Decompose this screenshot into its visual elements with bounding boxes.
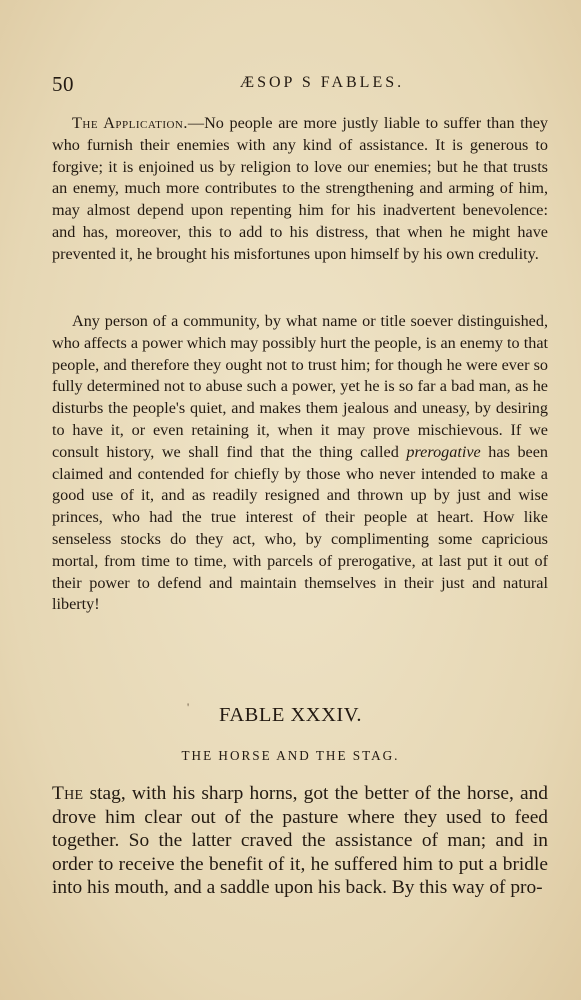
commentary-text-after: has been claimed and contended for chiefly by those who never intended to make a good use of it, and as readily resigned and thrown up by just and wise princes, who had the true interest of their people at heart. How like senseless stocks do they act, who, by complimenting some capricious mortal, from time to time, with parcels of prerogative, at last put it out of their power to defend and maintain themselves in their just and natural liberty! [52, 442, 549, 614]
fable-text: stag, with his sharp horns, got the better of the horse, and drove him clear out of the pasture where they used to feed together. So the latter craved the assistance of man; and in order to receive the benefit of it, he suffered him to put a bridle into his mouth, and a saddle upon his back. By this way of pro- [52, 783, 548, 898]
page-number: 50 [52, 72, 74, 96]
page-header [52, 72, 548, 98]
application-text: —No people are more justly liable to suffer than they who furnish their enemies with any kind of assistance. It is generous to forgive; it is enjoined us by religion to love our enemies; but he that trusts an enemy, much more contributes to the strengthening and arming of him, may almost depend upon repenting him for his inadvertent benevolence: and has, moreover, this to add to his distress, that when he might have prevented it, he brought his misfortunes upon himself by his own credulity. [52, 114, 548, 263]
fable-lead-word: The [52, 783, 84, 804]
running-title: ÆSOP S FABLES. [239, 74, 405, 91]
printer-ornament: ' [187, 700, 190, 714]
application-paragraph [52, 113, 548, 266]
fable-title: FABLE XXXIV. [218, 704, 363, 726]
fable-body [52, 782, 548, 900]
commentary-italic-term: prerogative [406, 442, 481, 461]
fable-subtitle: THE HORSE AND THE STAG. [181, 748, 400, 763]
commentary-text-before: Any person of a community, by what name or title soever distinguished, who affects a power which may possibly hurt the people, is an enemy to that people, and therefore they ought not to trust him; for though he were ever so fully determined not to abuse such a power, yet he is so far a bad man, as he disturbs the people's quiet, and makes them jealous and uneasy, by desiring to have it, or even retaining it, when it may prove mischievous. If we consult history, we shall find that the thing called [52, 312, 548, 461]
application-label: The Application. [72, 114, 188, 132]
commentary-paragraph [52, 311, 548, 616]
